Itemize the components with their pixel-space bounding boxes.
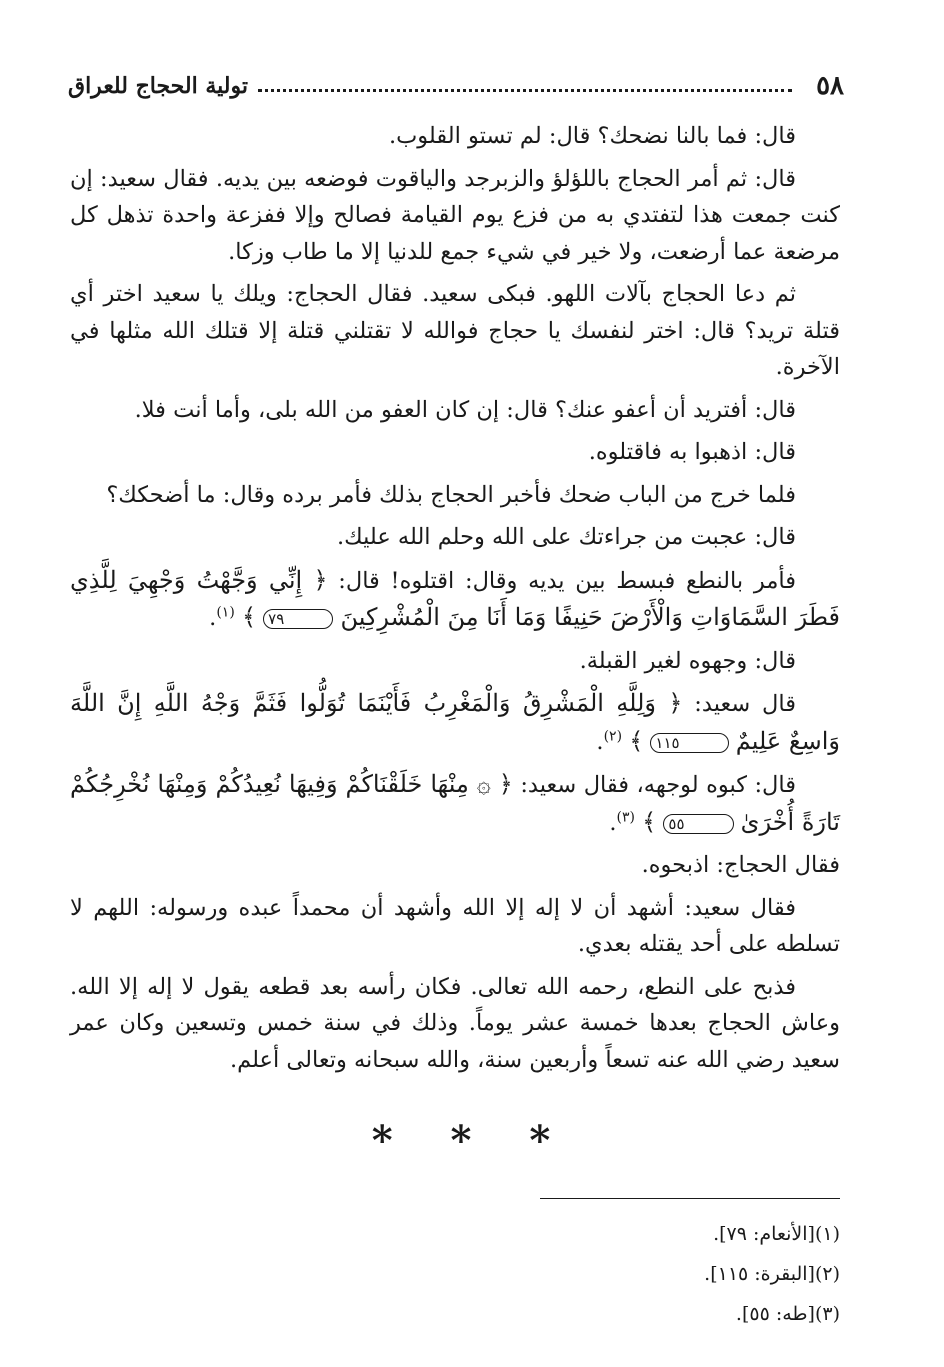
running-title: تولية الحجاج للعراق [68, 73, 248, 99]
paragraph-text: فأمر بالنطع فبسط بين يديه وقال: اقتلوه! قال: [338, 567, 796, 594]
paragraph: قال: وجهوه لغير القبلة. [579, 647, 796, 674]
paragraph: فذبح على النطع، رحمه الله تعالى. فكان رأسه بعد قطعه يقول لا إله إلا الله. وعاش الحجاج بعدها خمسة عشر يوماً. وذلك في سنة خمس وتسعين وكان عمر سعيد رضي الله عنه تسعاً وأربعين سنة، والله سبحانه وتعالى أعلم. [70, 973, 840, 1073]
footnote-ref[interactable]: (٢) [603, 728, 623, 744]
paragraph: فقال الحجاج: اذبحوه. [641, 852, 840, 878]
footnote-rule [540, 1198, 840, 1199]
page-number: ٥٨ [816, 71, 844, 101]
paragraph: فقال سعيد: أشهد أن لا إله إلا الله وأشهد أن محمداً عبده ورسوله: اللهم لا تسلطه على أحد يقتله بعدي. [70, 894, 840, 957]
quran-verse: ﴿ ۞ مِنْهَا خَلَقْنَاكُمْ وَفِيهَا نُعِيدُكُمْ وَمِنْهَا نُخْرِجُكُمْ تَارَةً أُخْرَىٰ [70, 770, 840, 836]
paragraph-text: قال سعيد: [694, 691, 797, 717]
paragraph-with-quran: قال سعيد: ﴿ وَلِلَّهِ الْمَشْرِقُ وَالْمَغْرِبُ فَأَيْنَمَا تُوَلُّوا فَثَمَّ وَجْهُ اللَّهِ إِنَّ اللَّهَ وَاسِعٌ عَلِيمٌ ١١٥ ﴾ $^{(٢)}$. [70, 689, 840, 755]
quran-verse: ﴿ وَلِلَّهِ الْمَشْرِقُ وَالْمَغْرِبُ فَأَيْنَمَا تُوَلُّوا فَثَمَّ وَجْهُ اللَّهِ إِنَّ اللَّهَ وَاسِعٌ عَلِيمٌ [70, 689, 840, 755]
footnote: (٢)[البقرة: ١١٥]. [704, 1263, 840, 1285]
ayah-number-mark: ١١٥ [650, 733, 728, 753]
ayah-number-mark: ٥٥ [663, 814, 733, 834]
footnote-ref[interactable]: (٣) [616, 809, 636, 825]
paragraph: قال: اذهبوا به فاقتلوه. [588, 439, 796, 465]
paragraph-with-quran: قال: كبوه لوجهه، فقال سعيد: ﴿ ۞ مِنْهَا خَلَقْنَاكُمْ وَفِيهَا نُعِيدُكُمْ وَمِنْهَا نُخْرِجُكُمْ تَارَةً أُخْرَىٰ ٥٥ ﴾ $^{(٣)}$. [70, 770, 840, 836]
header-dot-leader [258, 89, 792, 92]
paragraph: فلما خرج من الباب ضحك فأخبر الحجاج بذلك فأمر برده وقال: ما أضحكك؟ [106, 481, 796, 508]
section-separator-asterisks: * * * [371, 1117, 573, 1164]
paragraph-text: قال: كبوه لوجهه، فقال سعيد: [520, 772, 797, 798]
paragraph: قال: أفتريد أن أعفو عنك؟ قال: إن كان العفو من الله بلى، وأما أنت فلا. [134, 396, 796, 423]
footnote-ref[interactable]: (١) [216, 604, 235, 621]
quran-close-bracket: ﴾ [642, 807, 657, 836]
paragraph: قال: ثم أمر الحجاج باللؤلؤ والزبرجد والياقوت فوضعه بين يديه. فقال سعيد: إن كنت جمعت هذا لتفتدي به من فزع يوم القيامة فصالح وإلا ففزعة واحدة تذهل كل مرضعة عما أرضعت، ولا خير في شيء جمع للدنيا إلا ما طاب وزكا. [70, 165, 840, 265]
body-text [70, 118, 840, 1084]
ayah-number-mark: ٧٩ [263, 609, 333, 629]
paragraph-with-quran: فأمر بالنطع فبسط بين يديه وقال: اقتلوه! قال: ﴿ إِنِّي وَجَّهْتُ وَجْهِيَ لِلَّذِي فَطَرَ السَّمَاوَاتِ وَالْأَرْضَ حَنِيفًا وَمَا أَنَا مِنَ الْمُشْرِكِينَ ٧٩ ﴾ $^{(١)}$. [70, 565, 840, 631]
running-header [68, 66, 844, 106]
paragraph: قال: عجبت من جراءتك على الله وحلم الله عليك. [337, 524, 796, 550]
footnotes [340, 1214, 840, 1334]
quran-close-bracket: ﴾ [629, 726, 644, 755]
quran-verse: ﴿ إِنِّي وَجَّهْتُ وَجْهِيَ لِلَّذِي فَطَرَ السَّمَاوَاتِ وَالْأَرْضَ حَنِيفًا وَمَا أَنَا مِنَ الْمُشْرِكِينَ [70, 565, 840, 631]
paragraph: قال: فما بالنا نضحك؟ قال: لم تستو القلوب. [388, 123, 796, 149]
quran-close-bracket: ﴾ [241, 603, 257, 631]
footnote: (١)[الأنعام: ٧٩]. [713, 1223, 840, 1245]
paragraph: ثم دعا الحجاج بآلات اللهو. فبكى سعيد. فقال الحجاج: ويلك يا سعيد اختر أي قتلة تريد؟ قال: اختر لنفسك يا حجاج فوالله لا تقتلني قتلة إلا قتلك الله مثلها في الآخرة. [70, 281, 840, 380]
footnote: (٣)[طه: ٥٥]. [735, 1303, 840, 1325]
